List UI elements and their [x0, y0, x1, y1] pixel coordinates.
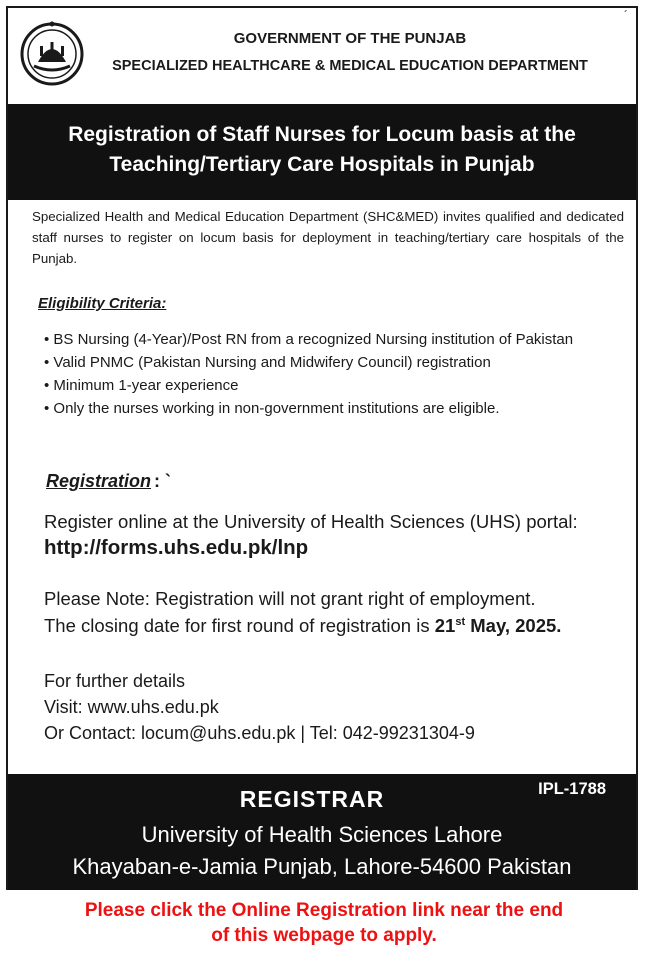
- registration-heading-colon: : `: [154, 471, 171, 491]
- university-address: Khayaban-e-Jamia Punjab, Lahore-54600 Pakistan: [72, 854, 572, 879]
- footer-band: [8, 774, 636, 890]
- title-band: [8, 104, 636, 200]
- eligibility-list: [44, 328, 573, 420]
- contact-line[interactable]: Or Contact: locum@uhs.edu.pk | Tel: 042-99231304-9: [44, 723, 475, 743]
- closing-date-prefix: The closing date for first round of registration is: [44, 615, 435, 636]
- punjab-emblem-icon: [16, 16, 88, 88]
- list-item: • Minimum 1-year experience: [44, 374, 573, 397]
- advertisement-frame: [6, 6, 638, 890]
- government-title: GOVERNMENT OF THE PUNJAB: [233, 30, 467, 47]
- closing-date: 21st May, 2025.: [434, 615, 562, 636]
- details-intro: For further details: [44, 671, 186, 691]
- registrar-title: REGISTRAR: [239, 786, 385, 812]
- online-registration-notice: [0, 898, 648, 948]
- registration-heading: Registration: [46, 471, 152, 491]
- department-name: SPECIALIZED HEALTHCARE & MEDICAL EDUCATION DEPARTMENT: [112, 58, 588, 74]
- list-item: • Valid PNMC (Pakistan Nursing and Midwifery Council) registration: [44, 351, 573, 374]
- notice-line-1: Please click the Online Registration link near the end: [84, 900, 564, 921]
- header: [8, 8, 636, 104]
- title-line-1: Registration of Staff Nurses for Locum basis at the: [68, 123, 576, 146]
- eligibility-heading: Eligibility Criteria:: [38, 295, 167, 312]
- corner-mark: ´: [624, 8, 628, 22]
- registration-portal-link[interactable]: http://forms.uhs.edu.pk/lnp: [44, 536, 309, 559]
- intro-paragraph: Specialized Health and Medical Education Department (SHC&MED) invites qualified and dedicated staff nurses to register on locum basis for deployment in teaching/tertiary care hospitals of the Punjab.: [32, 209, 624, 266]
- list-item: • Only the nurses working in non-government institutions are eligible.: [44, 397, 573, 420]
- notice-line-2: of this webpage to apply.: [211, 925, 437, 946]
- employment-note: Please Note: Registration will not grant right of employment.: [44, 588, 536, 609]
- website-line[interactable]: Visit: www.uhs.edu.pk: [44, 697, 219, 717]
- contact-details: [44, 668, 475, 746]
- closing-date-note: [44, 615, 561, 637]
- ipl-code: IPL-1788: [538, 780, 606, 798]
- title-line-2: Teaching/Tertiary Care Hospitals in Punjab: [109, 153, 535, 176]
- list-item: • BS Nursing (4-Year)/Post RN from a recognized Nursing institution of Pakistan: [44, 328, 573, 351]
- registration-instructions: Register online at the University of Health Sciences (UHS) portal:: [44, 511, 578, 532]
- university-name: University of Health Sciences Lahore: [141, 822, 503, 847]
